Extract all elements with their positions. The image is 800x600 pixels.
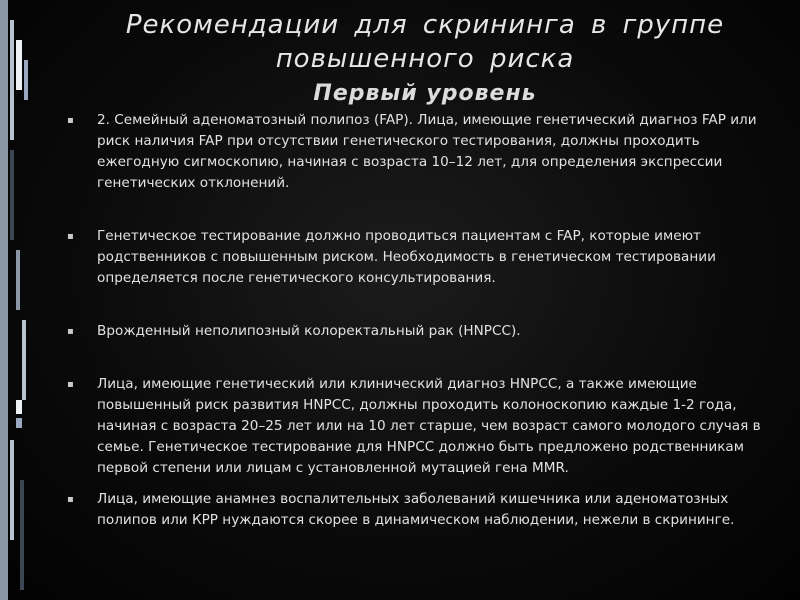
bullet-icon: ▪	[67, 231, 74, 242]
list-item-text: Врожденный неполипозный колоректальный рак (HNPCC).	[97, 323, 521, 339]
list-item	[67, 374, 767, 479]
list-item-text: Лица, имеющие анамнез воспалительных заболеваний кишечника или аденоматозных полипов или КРР нуждаются скорее в динамическом наблюдении, нежели в скрининге.	[97, 491, 735, 528]
list-item-text: Лица, имеющие генетический или клинический диагноз HNPCC, а также имеющие повышенный риск развития HNPCC, должны проходить колоноскопию каждые 1-2 года, начиная с возраста 20–25 лет или на 10 лет старше, чем возраст самого молодого случая в семье. Генетическое тестирование для HNPCC должно быть предложено родственникам первой степени или лицам с установленной мутацией гена MMR.	[97, 376, 761, 476]
bullet-icon: ▪	[67, 326, 74, 337]
list-item	[67, 110, 767, 194]
list-item	[67, 489, 767, 531]
decorative-side-strip	[0, 0, 48, 600]
slide-title: Рекомендации для скрининга в группе повышенного риска	[125, 10, 725, 74]
list-item-text: Генетическое тестирование должно проводиться пациентам с FAP, которые имеют родственников с повышенным риском. Необходимость в генетическом тестировании определяется после генетического консультирования.	[97, 228, 716, 286]
bullet-icon: ▪	[67, 379, 74, 390]
bullet-icon: ▪	[67, 115, 74, 126]
bullet-icon: ▪	[67, 494, 74, 505]
list-item	[67, 226, 767, 289]
list-item	[67, 321, 767, 342]
list-item-text: 2. Семейный аденоматозный полипоз (FAP). Лица, имеющие генетический диагноз FAP или риск наличия FAP при отсутствии генетического тестирования, должны проходить ежегодную сигмоскопию, начиная с возраста 10–12 лет, для определения экспрессии генетических отклонений.	[97, 112, 757, 191]
bullet-list	[67, 110, 767, 531]
slide-subtitle: Первый уровень	[313, 81, 537, 106]
